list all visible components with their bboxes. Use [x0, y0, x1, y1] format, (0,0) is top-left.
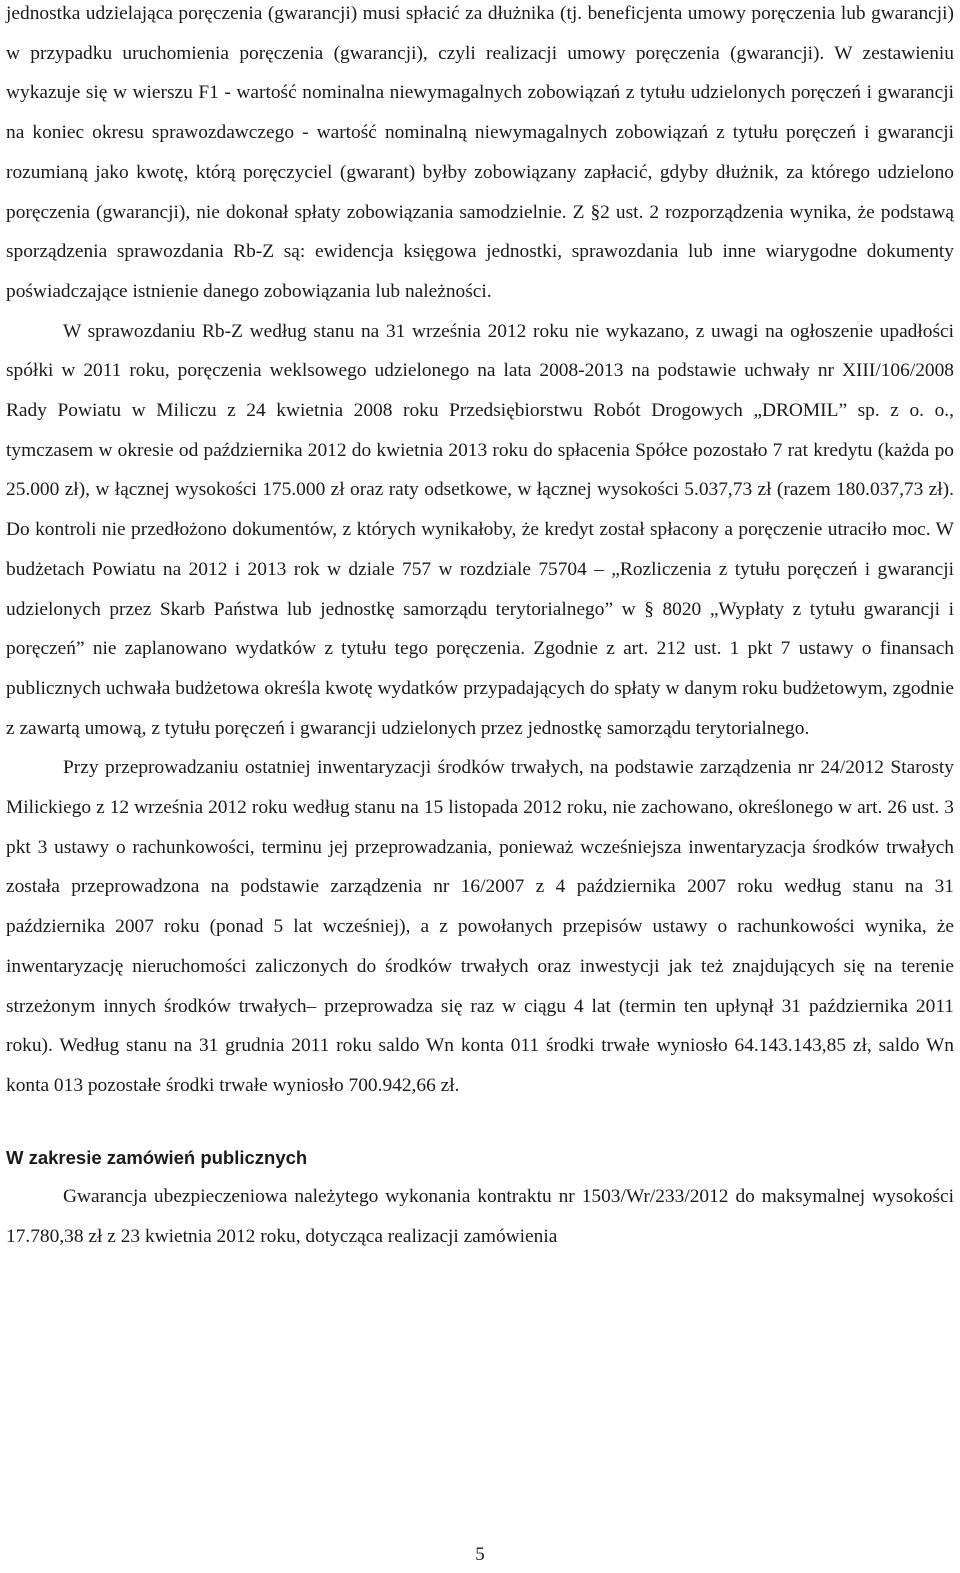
- body-paragraph-1: jednostka udzielająca poręczenia (gwarancji) musi spłacić za dłużnika (tj. beneficjenta umowy poręczenia lub gwarancji) w przypadku uruchomienia poręczenia (gwarancji), czyli realizacji umowy poręczenia (gwarancji). W zestawieniu wykazuje się w wierszu F1 - wartość nominalna niewymagalnych zobowiązań z tytułu udzielonych poręczeń i gwarancji na koniec okresu sprawozdawczego - wartość nominalną niewymagalnych zobowiązań z tytułu poręczeń i gwarancji rozumianą jako kwotę, którą poręczyciel (gwarant) byłby zobowiązany zapłacić, gdyby dłużnik, za którego udzielono poręczenia (gwarancji), nie dokonał spłaty zobowiązania samodzielnie. Z §2 ust. 2 rozporządzenia wynika, że podstawą sporządzenia sprawozdania Rb-Z są: ewidencja księgowa jednostki, sprawozdania lub inne wiarygodne dokumenty poświadczające istnienie danego zobowiązania lub należności.: [6, 3, 954, 302]
- document-page: [6, 0, 954, 1257]
- body-paragraph-3: Przy przeprowadzaniu ostatniej inwentaryzacji środków trwałych, na podstawie zarządzenia nr 24/2012 Starosty Milickiego z 12 września 2012 roku według stanu na 15 listopada 2012 roku, nie zachowano, określonego w art. 26 ust. 3 pkt 3 ustawy o rachunkowości, terminu jej przeprowadzania, ponieważ wcześniejsza inwentaryzacja środków trwałych została przeprowadzona na podstawie zarządzenia nr 16/2007 z 4 października 2007 roku według stanu na 31 października 2007 roku (ponad 5 lat wcześniej), a z powołanych przepisów ustawy o rachunkowości wynika, że inwentaryzację nieruchomości zaliczonych do środków trwałych oraz inwestycji jak też znajdujących się na terenie strzeżonym innych środków trwałych– przeprowadza się raz w ciągu 4 lat (termin ten upłynął 31 października 2011 roku). Według stanu na 31 grudnia 2011 roku saldo Wn konta 011 środki trwałe wyniosło 64.143.143,85 zł, saldo Wn konta 013 pozostałe środki trwałe wyniosło 700.942,66 zł.: [6, 757, 954, 1096]
- page-number: 5: [475, 1544, 485, 1565]
- body-paragraph-2: W sprawozdaniu Rb-Z według stanu na 31 września 2012 roku nie wykazano, z uwagi na ogłoszenie upadłości spółki w 2011 roku, poręczenia weklsowego udzielonego na lata 2008-2013 na podstawie uchwały nr XIII/106/2008 Rady Powiatu w Miliczu z 24 kwietnia 2008 roku Przedsiębiorstwu Robót Drogowych „DROMIL” sp. z o. o., tymczasem w okresie od października 2012 do kwietnia 2013 roku do spłacenia Spółce pozostało 7 rat kredytu (każda po 25.000 zł), w łącznej wysokości 175.000 zł oraz raty odsetkowe, w łącznej wysokości 5.037,73 zł (razem 180.037,73 zł). Do kontroli nie przedłożono dokumentów, z których wynikałoby, że kredyt został spłacony a poręczenie utraciło moc. W budżetach Powiatu na 2012 i 2013 rok w dziale 757 w rozdziale 75704 – „Rozliczenia z tytułu poręczeń i gwarancji udzielonych przez Skarb Państwa lub jednostkę samorządu terytorialnego” w § 8020 „Wypłaty z tytułu gwarancji i poręczeń” nie zaplanowano wydatków z tytułu tego poręczenia. Zgodnie z art. 212 ust. 1 pkt 7 ustawy o finansach publicznych uchwała budżetowa określa kwotę wydatków przypadających do spłaty w danym roku budżetowym, zgodnie z zawartą umową, z tytułu poręczeń i gwarancji udzielonych przez jednostkę samorządu terytorialnego.: [6, 320, 954, 739]
- section-paragraph: Gwarancja ubezpieczeniowa należytego wykonania kontraktu nr 1503/Wr/233/2012 do maksymalnej wysokości 17.780,38 zł z 23 kwietnia 2012 roku, dotycząca realizacji zamówienia: [6, 1186, 954, 1248]
- section-heading: W zakresie zamówień publicznych: [6, 1146, 308, 1168]
